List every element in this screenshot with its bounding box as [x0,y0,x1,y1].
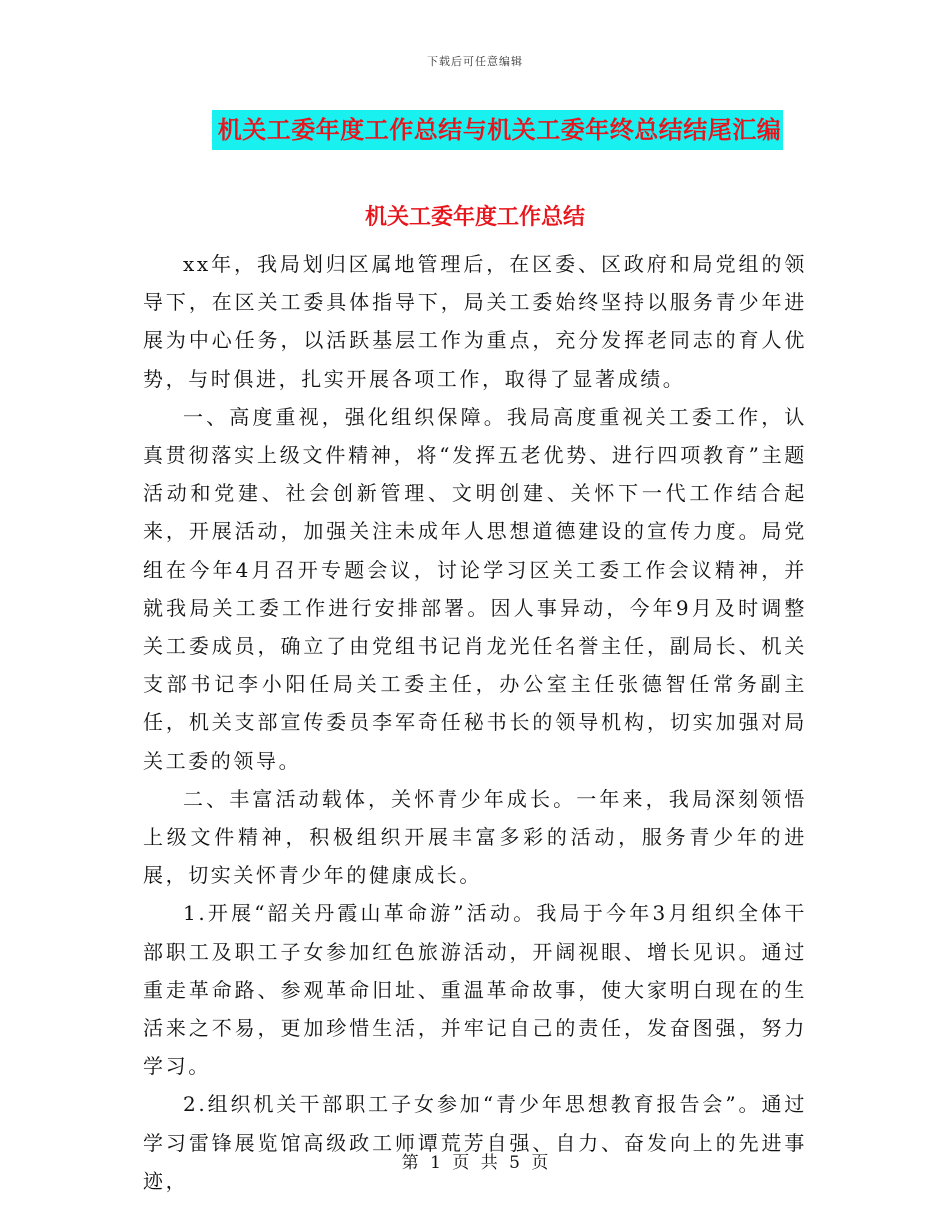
paragraph-item-2: 2.组织机关干部职工子女参加“青少年思想教育报告会”。通过学习雷锋展览馆高级政工师谭荒芳自强、自力、奋发向上的先进事迹， [143,1092,807,1193]
document-title-container [0,110,950,150]
page-number: 第 1 页 共 5 页 [401,1153,549,1173]
paragraph-item-1: 1.开展“韶关丹霞山革命游”活动。我局于今年3月组织全体干部职工及职工子女参加红色旅游活动，开阔视眼、增长见识。通过重走革命路、参观革命旧址、重温革命故事，使大家明白现在的生活来之不易，更加珍惜生活，并牢记自己的责任，发奋图强，努力学习。 [143,901,807,1079]
section-title: 机关工委年度工作总结 [364,205,585,230]
page-header-note: 下载后可任意编辑 [427,55,523,68]
document-body [143,245,807,1200]
paragraph-section-1: 一、高度重视，强化组织保障。我局高度重视关工委工作，认真贯彻落实上级文件精神，将“发挥五老优势、进行四项教育”主题活动和党建、社会创新管理、文明创建、关怀下一代工作结合起来，开展活动，加强关注未成年人思想道德建设的宣传力度。局党组在今年4月召开专题会议，讨论学习区关工委工作会议精神，并就我局关工委工作进行安排部署。因人事异动，今年9月及时调整关工委成员，确立了由党组书记肖龙光任名誉主任，副局长、机关支部书记李小阳任局关工委主任，办公室主任张德智任常务副主任，机关支部宣传委员李军奇任秘书长的领导机构，切实加强对局关工委的领导。 [143,404,807,773]
document-title: 机关工委年度工作总结与机关工委年终总结结尾汇编 [212,110,784,150]
paragraph-intro: xx年，我局划归区属地管理后，在区委、区政府和局党组的领导下，在区关工委具体指导下，局关工委始终坚持以服务青少年进展为中心任务，以活跃基层工作为重点，充分发挥老同志的育人优势，与时俱进，扎实开展各项工作，取得了显著成绩。 [143,252,807,391]
paragraph-section-2: 二、丰富活动载体，关怀青少年成长。一年来，我局深刻领悟上级文件精神，积极组织开展丰富多彩的活动，服务青少年的进展，切实关怀青少年的健康成长。 [143,786,807,888]
